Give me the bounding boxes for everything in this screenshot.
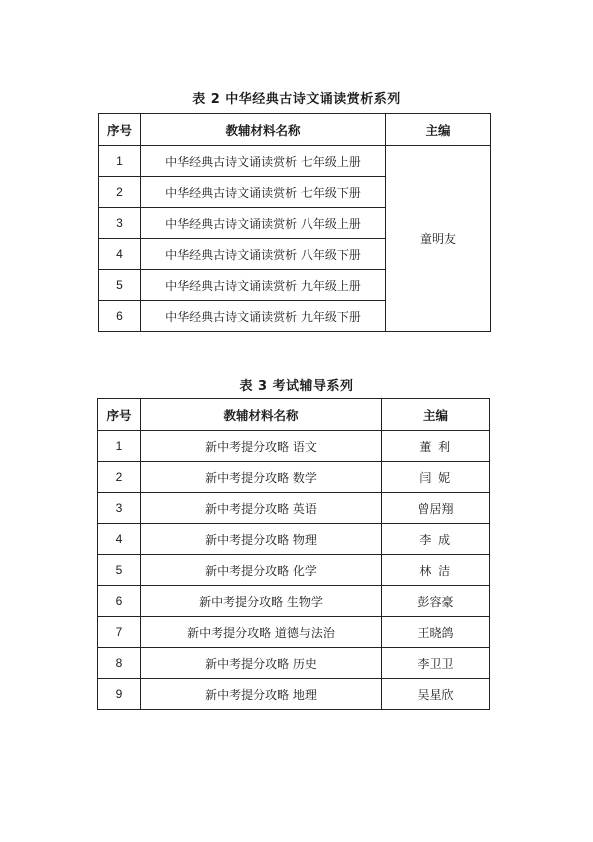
material-cell: 新中考提分攻略 物理 [141, 524, 382, 555]
seq-cell: 7 [98, 617, 141, 648]
seq-cell: 2 [99, 177, 141, 208]
table-row [98, 431, 490, 462]
editor-cell: 童明友 [386, 146, 491, 332]
seq-cell: 8 [98, 648, 141, 679]
material-cell: 新中考提分攻略 英语 [141, 493, 382, 524]
material-cell: 中华经典古诗文诵读赏析 八年级上册 [141, 208, 386, 239]
editor-cell: 王晓鸽 [382, 617, 490, 648]
table-row [98, 679, 490, 710]
material-cell: 新中考提分攻略 地理 [141, 679, 382, 710]
seq-cell: 3 [98, 493, 141, 524]
seq-cell: 6 [98, 586, 141, 617]
table-row [98, 555, 490, 586]
editor-cell: 吴星欣 [382, 679, 490, 710]
table-row [98, 586, 490, 617]
table3-caption: 表 3 考试辅导系列 [239, 379, 354, 394]
table-row [99, 146, 491, 177]
material-cell: 新中考提分攻略 历史 [141, 648, 382, 679]
editor-cell: 彭容豪 [382, 586, 490, 617]
table2-header-material: 教辅材料名称 [141, 114, 386, 146]
seq-cell: 5 [99, 270, 141, 301]
seq-cell: 4 [98, 524, 141, 555]
table2-header-editor: 主编 [386, 114, 491, 146]
material-cell: 新中考提分攻略 生物学 [141, 586, 382, 617]
seq-cell: 3 [99, 208, 141, 239]
table3-header-editor: 主编 [382, 399, 490, 431]
seq-cell: 6 [99, 301, 141, 332]
table3-header-row [98, 399, 490, 431]
table2-header-seq: 序号 [99, 114, 141, 146]
material-cell: 新中考提分攻略 数学 [141, 462, 382, 493]
table2-caption: 表 2 中华经典古诗文诵读赏析系列 [192, 92, 401, 107]
material-cell: 中华经典古诗文诵读赏析 九年级下册 [141, 301, 386, 332]
seq-cell: 5 [98, 555, 141, 586]
seq-cell: 4 [99, 239, 141, 270]
table-row [98, 617, 490, 648]
material-cell: 中华经典古诗文诵读赏析 九年级上册 [141, 270, 386, 301]
table-row [98, 493, 490, 524]
material-cell: 新中考提分攻略 化学 [141, 555, 382, 586]
table2 [98, 113, 491, 332]
seq-cell: 9 [98, 679, 141, 710]
editor-cell: 李 成 [382, 524, 490, 555]
table2-header-row [99, 114, 491, 146]
table3-header-seq: 序号 [98, 399, 141, 431]
editor-cell: 董 利 [382, 431, 490, 462]
editor-cell: 林 洁 [382, 555, 490, 586]
material-cell: 新中考提分攻略 语文 [141, 431, 382, 462]
material-cell: 中华经典古诗文诵读赏析 七年级下册 [141, 177, 386, 208]
table-row [98, 462, 490, 493]
material-cell: 中华经典古诗文诵读赏析 八年级下册 [141, 239, 386, 270]
editor-cell: 闫 妮 [382, 462, 490, 493]
table-row [98, 648, 490, 679]
table3 [97, 398, 490, 710]
editor-cell: 曾居翔 [382, 493, 490, 524]
table3-header-material: 教辅材料名称 [141, 399, 382, 431]
seq-cell: 1 [98, 431, 141, 462]
material-cell: 中华经典古诗文诵读赏析 七年级上册 [141, 146, 386, 177]
seq-cell: 2 [98, 462, 141, 493]
table-row [98, 524, 490, 555]
editor-cell: 李卫卫 [382, 648, 490, 679]
seq-cell: 1 [99, 146, 141, 177]
material-cell: 新中考提分攻略 道德与法治 [141, 617, 382, 648]
